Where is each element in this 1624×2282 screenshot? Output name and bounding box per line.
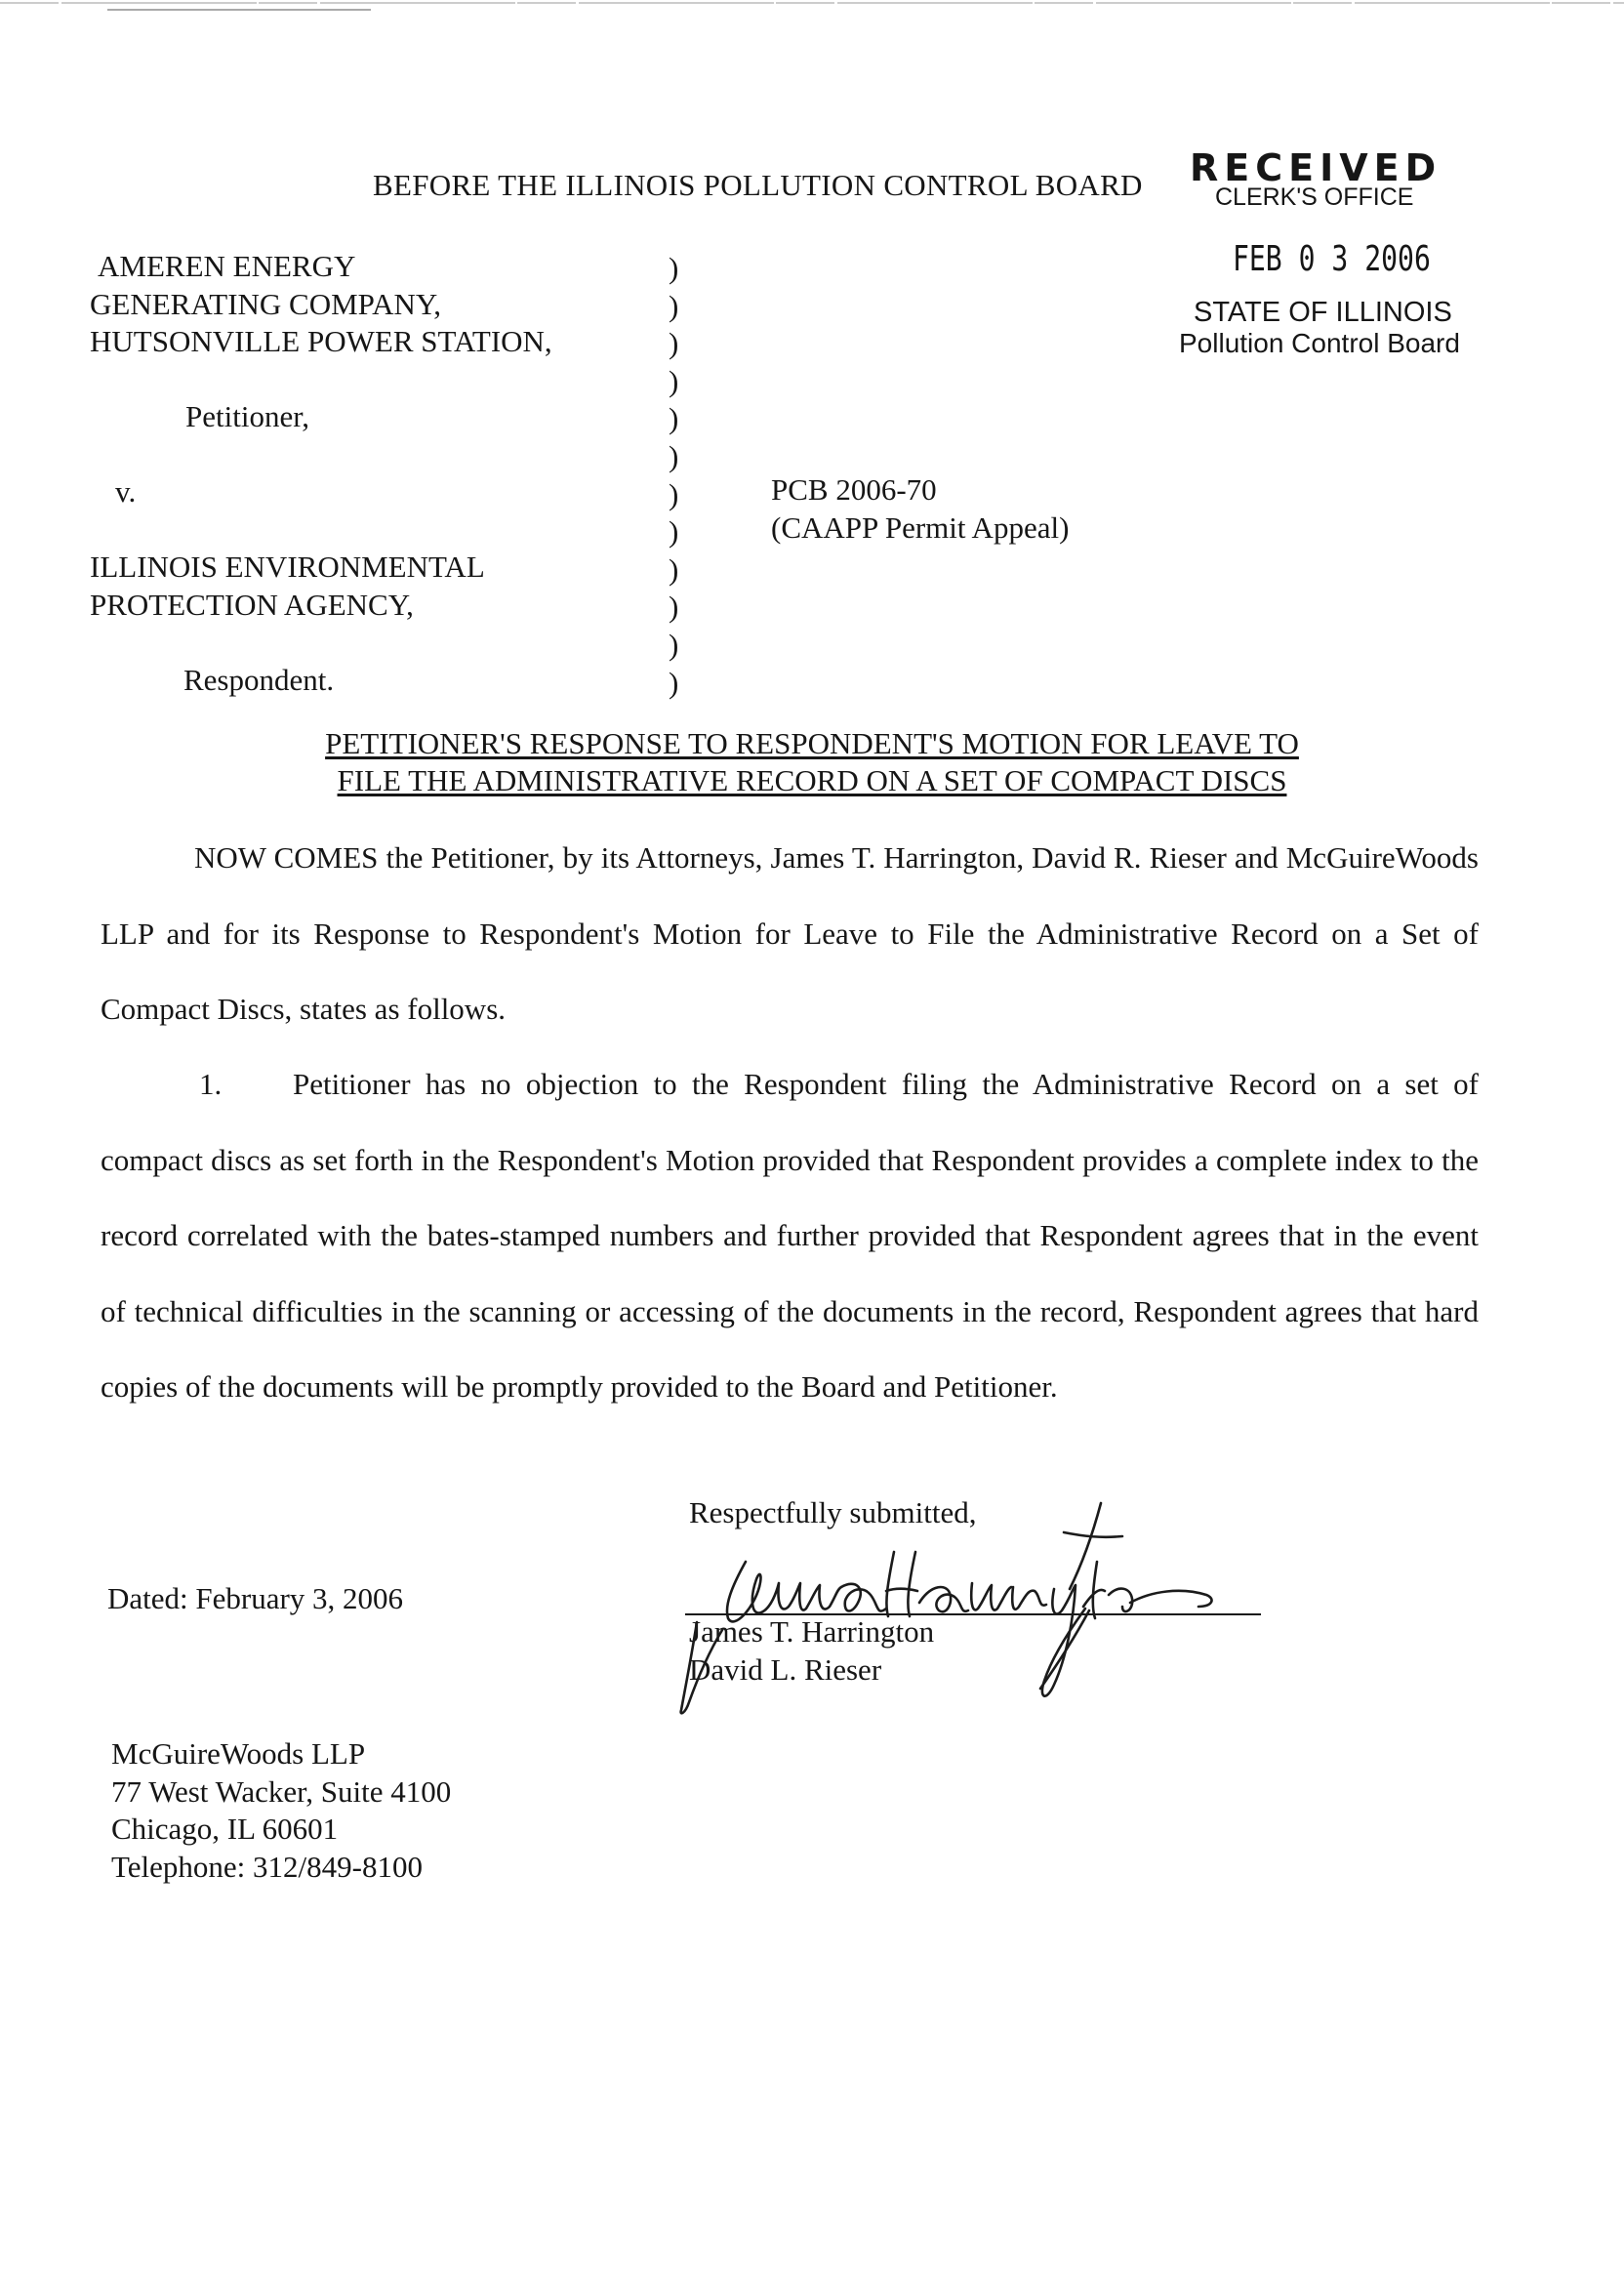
respondent-name-line: PROTECTION AGENCY, — [90, 587, 414, 622]
paragraph-1 — [101, 1046, 1479, 1425]
petitioner-name-line: AMEREN ENERGY — [98, 249, 356, 283]
paragraph-1-text: Petitioner has no objection to the Respondent filing the Administrative Record on a set of compact discs as set forth in the Respondent's Motion provided that Respondent provides a complete index to the record correlated with the bates-stamped numbers and further provided that Respondent agrees that in the event of technical difficulties in the scanning or accessing of the documents in the record, Respondent agrees that hard copies of the documents will be promptly provided to the Board and Petitioner. — [101, 1067, 1479, 1404]
petitioner-role: Petitioner, — [185, 399, 310, 433]
received-stamp-title: RECEIVED — [1190, 146, 1442, 189]
document-title-line: PETITIONER'S RESPONSE TO RESPONDENT'S MOTION FOR LEAVE TO — [325, 726, 1299, 760]
handwritten-signature — [664, 1493, 1298, 1747]
received-stamp-state: STATE OF ILLINOIS — [1194, 297, 1452, 328]
petitioner-name-line: HUTSONVILLE POWER STATION, — [90, 324, 552, 358]
firm-phone: Telephone: 312/849-8100 — [111, 1849, 423, 1884]
firm-street: 77 West Wacker, Suite 4100 — [111, 1773, 452, 1809]
received-stamp-clerk: CLERK'S OFFICE — [1215, 183, 1414, 211]
respondent-name-line: ILLINOIS ENVIRONMENTAL — [90, 550, 485, 584]
firm-name: McGuireWoods LLP — [111, 1736, 366, 1771]
signer-name: David L. Rieser — [689, 1652, 882, 1687]
closing: Respectfully submitted, — [689, 1495, 977, 1529]
petitioner-name-line: GENERATING COMPANY, — [90, 286, 441, 321]
case-number-block — [771, 471, 1069, 547]
document-title-line: FILE THE ADMINISTRATIVE RECORD ON A SET OF COMPACT DISCS — [337, 763, 1287, 797]
case-caption — [90, 248, 714, 699]
case-number: PCB 2006-70 — [771, 472, 937, 507]
received-stamp-board: Pollution Control Board — [1179, 328, 1460, 358]
court-header: BEFORE THE ILLINOIS POLLUTION CONTROL BOARD — [373, 168, 1143, 202]
case-type: (CAAPP Permit Appeal) — [771, 509, 1070, 545]
scan-edge-artifact — [0, 0, 1624, 14]
caption-parentheses: ) ) ) ) ) ) ) ) ) ) ) ) — [669, 251, 679, 700]
respondent-role: Respondent. — [183, 662, 335, 697]
date-line: Dated: February 3, 2006 — [107, 1581, 404, 1615]
document-title — [0, 725, 1624, 799]
firm-city: Chicago, IL 60601 — [111, 1812, 339, 1846]
intro-paragraph: NOW COMES the Petitioner, by its Attorneys, James T. Harrington, David R. Rieser and McGuireWoods LLP and for its Response to Respondent's Motion for Leave to File the Administrative Record on a Set of Compact Discs, states as follows. — [101, 840, 1479, 1026]
signer-name: James T. Harrington — [689, 1614, 935, 1649]
versus: v. — [115, 474, 137, 509]
paragraph-number: 1. — [199, 1067, 223, 1101]
firm-address — [111, 1735, 451, 1886]
received-stamp-date: FEB 0 3 2006 — [1233, 239, 1431, 279]
